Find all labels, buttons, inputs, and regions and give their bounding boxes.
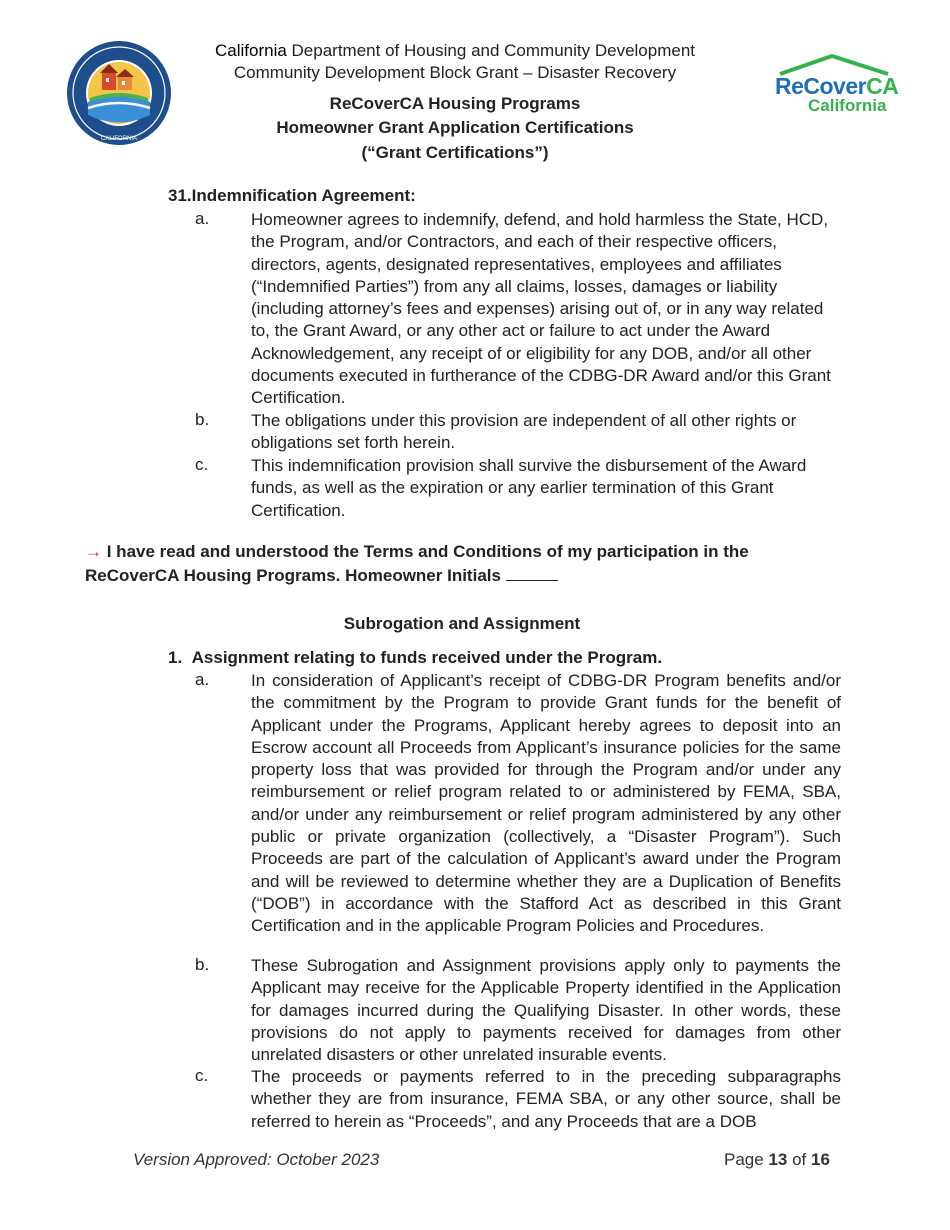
- subrogation-item-a-text: In consideration of Applicant’s receipt of CDBG-DR Program benefits and/or the commitment by the Program to provide Grant funds for the benefit of Applicant under the Programs, Applicant hereby agrees to deposit into an Escrow account all Proceeds from Applicant’s insurance policies for the same property loss that was provided for through the Program and/or under any reimbursement or relief program related to or administered by FEMA, SBA, and/or under any reimbursement or relief program administered by any other public or private organization (collectively, a “Disaster Program”). Such Proceeds are part of the calculation of Applicant’s award under the Program and will be reviewed to determine whether they are a Duplication of Benefits (“DOB”) in accordance with the Stafford Act as described in this Grant Certification and in the applicable Program Policies and Procedures.: [251, 671, 841, 936]
- header-doc-subtitle: (“Grant Certifications”): [361, 143, 549, 162]
- arrow-right-icon: →: [85, 542, 102, 561]
- section-31-item-a-letter: a.: [195, 209, 210, 228]
- subrogation-item-b-text: These Subrogation and Assignment provisions apply only to payments the Applicant may receive for the Applicable Property identified in the Application for damages incurred during the Qualifying Disaster. In other words, these provisions do not apply to payments received for damages from other unrelated disasters or other unrelated insurable events.: [251, 956, 841, 1065]
- homeowner-initials-field[interactable]: [506, 564, 558, 581]
- acknowledgement-statement: → I have read and understood the Terms and Conditions of my participation in the ReCoverCA Housing Programs. Homeowner Initials: [85, 542, 749, 585]
- header-line-2: Community Development Block Grant – Disaster Recovery: [233, 63, 677, 82]
- subrogation-item-a-letter: a.: [195, 670, 210, 689]
- subrogation-item-b-letter: b.: [195, 955, 210, 974]
- subrogation-heading: Subrogation and Assignment: [343, 614, 581, 633]
- subrogation-item-c-letter: c.: [195, 1066, 209, 1085]
- footer-version: Version Approved: October 2023: [133, 1150, 380, 1169]
- seal-bottom-text: CALIFORNIA: [100, 136, 138, 142]
- subrogation-section-1-heading: 1. Assignment relating to funds received under the Program.: [168, 648, 663, 667]
- section-31-item-b-letter: b.: [195, 410, 210, 429]
- section-31-item-c-text: This indemnification provision shall survive the disbursement of the Award funds, as well as the expiration or any earlier termination of this Grant Certification.: [251, 456, 807, 520]
- section-31-item-c-letter: c.: [195, 455, 209, 474]
- recoverca-logo: ReCoverCA: [775, 73, 899, 99]
- footer-page-number: Page 13 of 16: [724, 1150, 830, 1169]
- header-doc-title: Homeowner Grant Application Certifications: [276, 118, 634, 137]
- subrogation-item-c-text: The proceeds or payments referred to in the preceding subparagraphs whether they are from insurance, FEMA SBA, or any other source, shall be referred to herein as “Proceeds”, and any Proceeds that are a DOB: [251, 1067, 841, 1131]
- header-line-1: California Department of Housing and Community Development: [214, 41, 696, 60]
- section-31-item-a-text: Homeowner agrees to indemnify, defend, and hold harmless the State, HCD, the Program, and/or Contractors, and each of their respective officers, directors, agents, designated representatives, employees and affiliates (“Indemnified Parties”) from any all claims, losses, damages or liability (including attorney’s fees and expenses) arising out of, or in any way related to, the Grant Award, or any other act or failure to act under the Award Acknowledgement, any receipt of or eligibility for any DOB, and/or all other documents executed in furtherance of the CDBG-DR Award and/or this Grant Certification.: [251, 210, 831, 408]
- section-31-item-b-text: The obligations under this provision are independent of all other rights or obligations set forth herein.: [251, 411, 797, 453]
- section-31-heading: 31.Indemnification Agreement:: [168, 186, 416, 205]
- header-program-title: ReCoverCA Housing Programs: [329, 94, 581, 113]
- recoverca-logo-subtext: California: [808, 96, 887, 115]
- hcd-seal-logo: [66, 40, 172, 146]
